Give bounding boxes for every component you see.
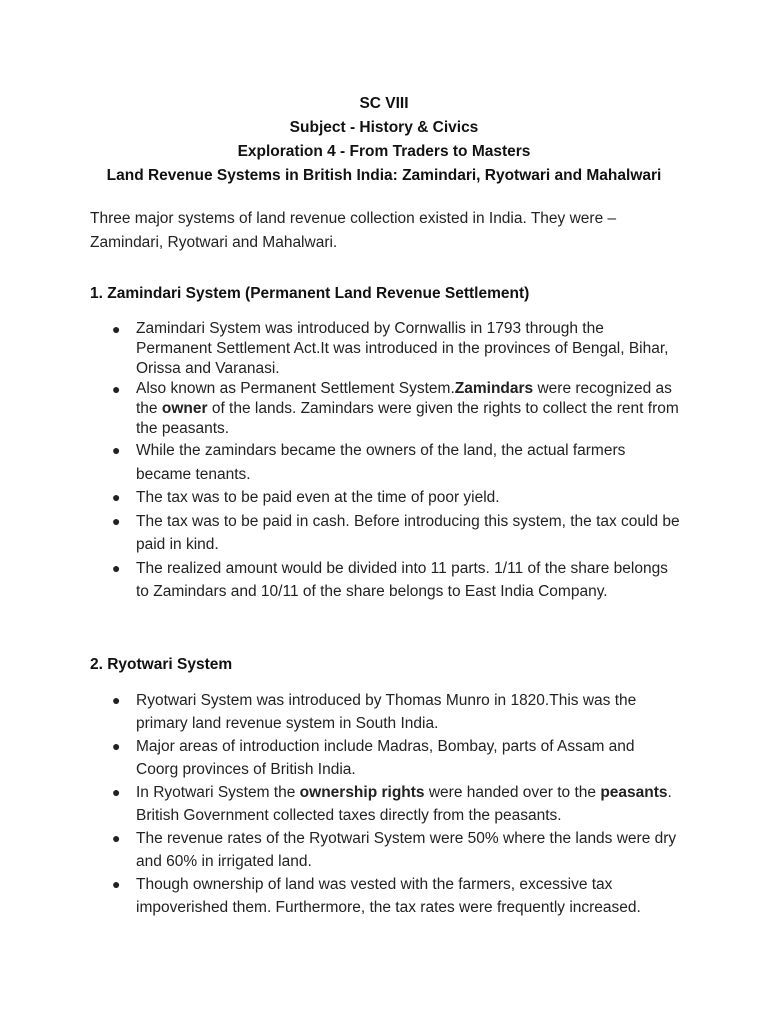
exploration-line: Exploration 4 - From Traders to Masters <box>237 143 531 160</box>
bullet-icon: ● <box>112 738 121 754</box>
bullet-icon: ● <box>112 784 121 800</box>
bullet-icon: ● <box>112 692 121 708</box>
list-item <box>90 827 680 873</box>
document-header <box>0 92 768 188</box>
bullet-icon: ● <box>112 559 121 576</box>
list-item-text: Though ownership of land was vested with the farmers, excessive tax impoverished them. Furthermore, the tax rates were frequently increased. <box>136 876 641 916</box>
list-item <box>90 735 680 781</box>
list-item <box>90 319 680 379</box>
bullet-icon: ● <box>112 830 121 846</box>
list-item-text: of the lands. Zamindars were given the rights to collect the rent from the peasants. <box>136 400 679 437</box>
ryotwari-section-title: 2. Ryotwari System <box>90 656 233 673</box>
list-item <box>90 510 680 557</box>
bullet-icon: ● <box>112 381 121 397</box>
intro-paragraph: Three major systems of land revenue collection existed in India. They were – Zamindari, Ryotwari and Mahalwari. <box>90 210 617 251</box>
list-item-text: . British Government collected taxes directly from the peasants. <box>136 784 672 824</box>
bullet-icon: ● <box>112 489 121 505</box>
zamindari-section-title: 1. Zamindari System (Permanent Land Revenue Settlement) <box>90 285 530 302</box>
list-item <box>90 439 680 486</box>
list-item <box>90 486 680 510</box>
list-item <box>90 781 680 827</box>
list-item-text: Also known as Permanent Settlement System. <box>136 380 455 397</box>
ryotwari-list <box>90 689 680 919</box>
list-item-text: Ryotwari System was introduced by Thomas Munro in 1820.This was the primary land revenue system in South India. <box>136 692 637 732</box>
bullet-icon: ● <box>112 442 121 458</box>
list-item <box>90 379 680 439</box>
list-item-text: were recognized as the <box>136 380 672 417</box>
bold-term: Zamindars <box>454 380 534 397</box>
list-item-text: Zamindari System was introduced by Cornwallis in 1793 through the Permanent Settlement Act.It was introduced in the provinces of Bengal, Bihar, Orissa and Varanasi. <box>136 320 669 377</box>
list-item-text: Major areas of introduction include Madras, Bombay, parts of Assam and Coorg provinces of British India. <box>136 738 635 778</box>
bullet-icon: ● <box>112 876 121 892</box>
bullet-icon: ● <box>112 321 121 337</box>
bold-term: peasants <box>600 784 668 801</box>
bold-term: ownership rights <box>299 784 425 801</box>
list-item-text: The realized amount would be divided into 11 parts. 1/11 of the share belongs to Zamindars and 10/11 of the share belongs to East India Company. <box>136 559 668 600</box>
list-item-text: While the zamindars became the owners of the land, the actual farmers became tenants. <box>136 442 626 483</box>
topic-line: Land Revenue Systems in British India: Zamindari, Ryotwari and Mahalwari <box>106 167 662 184</box>
list-item-text: In Ryotwari System the <box>136 784 300 801</box>
zamindari-list <box>90 319 680 604</box>
bold-term: owner <box>161 400 208 417</box>
list-item <box>90 873 680 919</box>
list-item-text: The tax was to be paid in cash. Before introducing this system, the tax could be paid in kind. <box>136 512 680 553</box>
list-item <box>90 689 680 735</box>
list-item <box>90 557 680 604</box>
class-line: SC VIII <box>359 95 409 112</box>
list-item-text: The revenue rates of the Ryotwari System were 50% where the lands were dry and 60% in irrigated land. <box>136 830 677 870</box>
bullet-icon: ● <box>112 512 121 529</box>
list-item-text: The tax was to be paid even at the time of poor yield. <box>136 489 500 506</box>
subject-line: Subject - History & Civics <box>289 119 479 136</box>
list-item-text: were handed over to the <box>424 784 601 801</box>
